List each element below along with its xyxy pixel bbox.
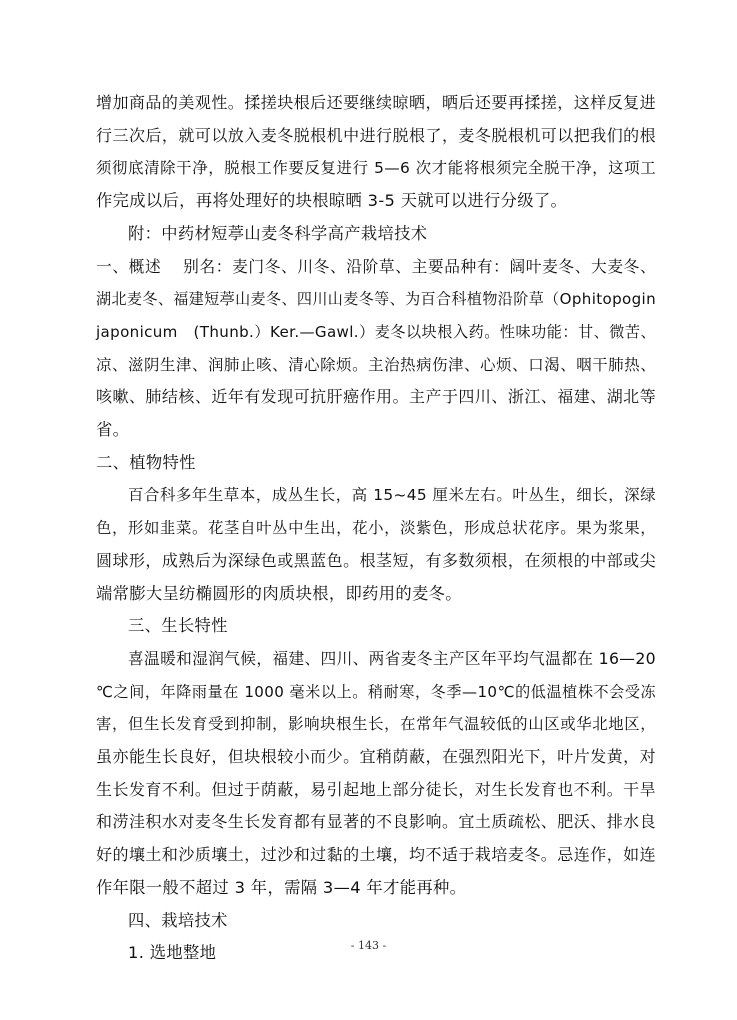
subsection-heading-site-selection: 1. 选地整地 (128, 943, 217, 962)
page-number: - 143 - (350, 939, 387, 952)
paragraph-line: 咳嗽、肺结核、近年有发现可抗肝癌作用。主产于四川、浙江、福建、湖北等 (96, 387, 656, 406)
section-heading-overview: 一、概述 别名：麦门冬、川冬、沿阶草、主要品种有：阔叶麦冬、大麦冬、 (96, 257, 656, 276)
paragraph-line: 喜温暖和湿润气候，福建、四川、两省麦冬主产区年平均气温都在 16—20 (128, 649, 656, 668)
paragraph-line: 省。 (96, 420, 130, 439)
section-heading-cultivation: 四、栽培技术 (128, 911, 228, 930)
section-heading-growth-characteristics: 三、生长特性 (128, 616, 228, 635)
paragraph-line: 生长发育不利。但过于荫蔽，易引起地上部分徒长，对生长发育也不利。干旱 (96, 780, 656, 799)
paragraph-line: 和涝洼积水对麦冬生长发育都有显著的不良影响。宜土质疏松、肥沃、排水良 (96, 812, 656, 831)
paragraph-line: 湖北麦冬、福建短葶山麦冬、四川山麦冬等、为百合科植物沿阶草（Ophitopogin (96, 290, 656, 308)
paragraph-line: 凉、滋阴生津、润肺止咳、清心除烦。主治热病伤津、心烦、口渴、咽干肺热、 (96, 356, 656, 374)
paragraph-line: 端常膨大呈纺椭圆形的肉质块根，即药用的麦冬。 (96, 584, 462, 603)
paragraph-line: 圆球形，成熟后为深绿色或黑蓝色。根茎短，有多数须根，在须根的中部或尖 (96, 551, 656, 570)
paragraph-line: 虽亦能生长良好，但块根较小而少。宜稍荫蔽，在强烈阳光下，叶片发黄，对 (96, 747, 656, 766)
paragraph-line: ℃之间，年降雨量在 1000 毫米以上。稍耐寒，冬季—10℃的低温植株不会受冻 (96, 683, 656, 701)
paragraph-line: 作年限一般不超过 3 年，需隔 3—4 年才能再种。 (96, 878, 467, 897)
paragraph-line: 色，形如韭菜。花茎自叶丛中生出，花小，淡紫色，形成总状花序。果为浆果， (96, 519, 656, 537)
paragraph-line: 百合科多年生草本，成丛生长，高 15~45 厘米左右。叶丛生，细长，深绿 (128, 486, 656, 504)
paragraph-line: 作完成以后，再将处理好的块根晾晒 3-5 天就可以进行分级了。 (96, 191, 568, 210)
paragraph-line: 增加商品的美观性。揉搓块根后还要继续晾晒，晒后还要再揉搓，这样反复进 (96, 93, 656, 112)
paragraph-line: 害，但生长发育受到抑制，影响块根生长，在常年气温较低的山区或华北地区， (96, 715, 656, 733)
paragraph-line: 行三次后，就可以放入麦冬脱根机中进行脱根了，麦冬脱根机可以把我们的根 (96, 126, 656, 145)
paragraph-line: 好的壤土和沙质壤土，过沙和过黏的土壤，均不适于栽培麦冬。忌连作，如连 (96, 845, 656, 864)
paragraph-line: 须彻底清除干净，脱根工作要反复进行 5—6 次才能将根须完全脱干净，这项工 (96, 159, 656, 177)
appendix-heading: 附：中药材短葶山麦冬科学高产栽培技术 (128, 224, 428, 243)
section-heading-plant-characteristics: 二、植物特性 (96, 453, 196, 472)
paragraph-line: japonicum (Thunb.）Ker.—Gawl.）麦冬以块根入药。性味功能：甘、微苦、 (96, 323, 656, 341)
